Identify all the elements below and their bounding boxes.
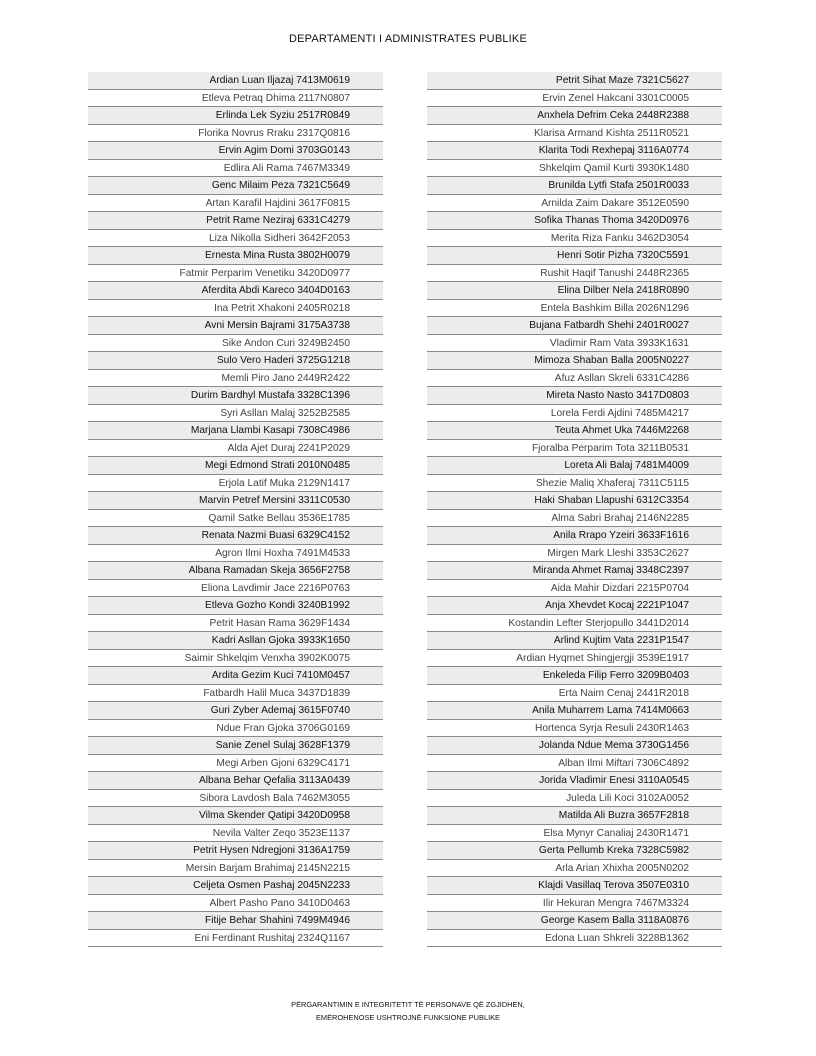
list-item: Brunilda Lytfi Stafa 2501R0033 [427, 177, 722, 195]
list-item: Rushit Haqif Tanushi 2448R2365 [427, 265, 722, 283]
list-item: Aida Mahir Dizdari 2215P0704 [427, 580, 722, 598]
list-item: Juleda Lili Koci 3102A0052 [427, 790, 722, 808]
list-item: Lorela Ferdi Ajdini 7485M4217 [427, 405, 722, 423]
list-item: Ardita Gezim Kuci 7410M0457 [88, 667, 383, 685]
list-item: Sike Andon Curi 3249B2450 [88, 335, 383, 353]
right-name-column [427, 72, 722, 947]
list-item: Guri Zyber Ademaj 3615F0740 [88, 702, 383, 720]
list-item: Agron Ilmi Hoxha 7491M4533 [88, 545, 383, 563]
list-item: Ernesta Mina Rusta 3802H0079 [88, 247, 383, 265]
list-item: Petrit Hysen Ndregjoni 3136A1759 [88, 842, 383, 860]
list-item: Sanie Zenel Sulaj 3628F1379 [88, 737, 383, 755]
list-item: Fatbardh Halil Muca 3437D1839 [88, 685, 383, 703]
list-item: Shkelqim Qamil Kurti 3930K1480 [427, 160, 722, 178]
list-item: Genc Milaim Peza 7321C5649 [88, 177, 383, 195]
list-item: Arnilda Zaim Dakare 3512E0590 [427, 195, 722, 213]
list-item: Megi Arben Gjoni 6329C4171 [88, 755, 383, 773]
list-item: Albert Pasho Pano 3410D0463 [88, 895, 383, 913]
list-item: Anila Rrapo Yzeiri 3633F1616 [427, 527, 722, 545]
list-item: Nevila Valter Zeqo 3523E1137 [88, 825, 383, 843]
list-item: Sibora Lavdosh Bala 7462M3055 [88, 790, 383, 808]
list-item: Etleva Gozho Kondi 3240B1992 [88, 597, 383, 615]
list-item: Ardian Hyqmet Shingjergji 3539E1917 [427, 650, 722, 668]
list-item: Celjeta Osmen Pashaj 2045N2233 [88, 877, 383, 895]
list-item: Matilda Ali Buzra 3657F2818 [427, 807, 722, 825]
list-item: Mireta Nasto Nasto 3417D0803 [427, 387, 722, 405]
list-item: Marjana Llambi Kasapi 7308C4986 [88, 422, 383, 440]
footer-line-2: EMËROHENOSE USHTROJNË FUNKSIONE PUBLIKE [316, 1013, 500, 1022]
list-item: Saimir Shkelqim Venxha 3902K0075 [88, 650, 383, 668]
list-item: Mimoza Shaban Balla 2005N0227 [427, 352, 722, 370]
list-item: Edlira Ali Rama 7467M3349 [88, 160, 383, 178]
footer-line-1: PËRGARANTIMIN E INTEGRITETIT TË PERSONAVE QË ZGJIDHEN, [291, 1000, 525, 1009]
list-item: Mersin Barjam Brahimaj 2145N2215 [88, 860, 383, 878]
list-item: Klarisa Armand Kishta 2511R0521 [427, 125, 722, 143]
list-item: Ndue Fran Gjoka 3706G0169 [88, 720, 383, 738]
list-item: Elina Dilber Nela 2418R0890 [427, 282, 722, 300]
list-item: Sulo Vero Haderi 3725G1218 [88, 352, 383, 370]
list-item: Bujana Fatbardh Shehi 2401R0027 [427, 317, 722, 335]
list-item: Enkeleda Filip Ferro 3209B0403 [427, 667, 722, 685]
list-item: Vilma Skender Qatipi 3420D0958 [88, 807, 383, 825]
list-item: Megi Edmond Strati 2010N0485 [88, 457, 383, 475]
list-item: Shezie Maliq Xhaferaj 7311C5115 [427, 475, 722, 493]
document-footer [0, 998, 816, 1024]
list-item: Ervin Zenel Hakcani 3301C0005 [427, 90, 722, 108]
list-item: Loreta Ali Balaj 7481M4009 [427, 457, 722, 475]
list-item: Anja Xhevdet Kocaj 2221P1047 [427, 597, 722, 615]
list-item: Mirgen Mark Lleshi 3353C2627 [427, 545, 722, 563]
list-item: Durim Bardhyl Mustafa 3328C1396 [88, 387, 383, 405]
list-item: Alda Ajet Duraj 2241P2029 [88, 440, 383, 458]
list-item: Kadri Asllan Gjoka 3933K1650 [88, 632, 383, 650]
list-item: Fjoralba Perparim Tota 3211B0531 [427, 440, 722, 458]
list-item: Ilir Hekuran Mengra 7467M3324 [427, 895, 722, 913]
list-item: Henri Sotir Pizha 7320C5591 [427, 247, 722, 265]
list-item: Fitije Behar Shahini 7499M4946 [88, 912, 383, 930]
list-item: Anxhela Defrim Ceka 2448R2388 [427, 107, 722, 125]
list-item: Petrit Rame Neziraj 6331C4279 [88, 212, 383, 230]
list-item: Petrit Sihat Maze 7321C5627 [427, 72, 722, 90]
list-item: Edona Luan Shkreli 3228B1362 [427, 930, 722, 948]
list-item: Arla Arian Xhixha 2005N0202 [427, 860, 722, 878]
list-item: Albana Behar Qefalia 3113A0439 [88, 772, 383, 790]
list-item: Alban Ilmi Miftari 7306C4892 [427, 755, 722, 773]
list-item: Hortenca Syrja Resuli 2430R1463 [427, 720, 722, 738]
list-item: Ina Petrit Xhakoni 2405R0218 [88, 300, 383, 318]
list-item: Elsa Mynyr Canaliaj 2430R1471 [427, 825, 722, 843]
list-item: Jorida Vladimir Enesi 3110A0545 [427, 772, 722, 790]
list-item: Entela Bashkim Billa 2026N1296 [427, 300, 722, 318]
list-item: Florika Novrus Rraku 2317Q0816 [88, 125, 383, 143]
list-item: George Kasem Balla 3118A0876 [427, 912, 722, 930]
list-item: Albana Ramadan Skeja 3656F2758 [88, 562, 383, 580]
list-item: Merita Riza Fanku 3462D3054 [427, 230, 722, 248]
list-item: Etleva Petraq Dhima 2117N0807 [88, 90, 383, 108]
list-item: Qamil Satke Bellau 3536E1785 [88, 510, 383, 528]
list-item: Klarita Todi Rexhepaj 3116A0774 [427, 142, 722, 160]
list-item: Eliona Lavdimir Jace 2216P0763 [88, 580, 383, 598]
list-item: Haki Shaban Llapushi 6312C3354 [427, 492, 722, 510]
list-item: Petrit Hasan Rama 3629F1434 [88, 615, 383, 633]
list-item: Erta Naim Cenaj 2441R2018 [427, 685, 722, 703]
list-item: Sofika Thanas Thoma 3420D0976 [427, 212, 722, 230]
list-item: Liza Nikolla Sidheri 3642F2053 [88, 230, 383, 248]
list-item: Vladimir Ram Vata 3933K1631 [427, 335, 722, 353]
list-item: Fatmir Perparim Venetiku 3420D0977 [88, 265, 383, 283]
list-item: Gerta Pellumb Kreka 7328C5982 [427, 842, 722, 860]
list-item: Jolanda Ndue Mema 3730G1456 [427, 737, 722, 755]
list-item: Avni Mersin Bajrami 3175A3738 [88, 317, 383, 335]
document-title: DEPARTAMENTI I ADMINISTRATES PUBLIKE [288, 33, 528, 45]
list-item: Arlind Kujtim Vata 2231P1547 [427, 632, 722, 650]
list-item: Teuta Ahmet Uka 7446M2268 [427, 422, 722, 440]
list-item: Erlinda Lek Syziu 2517R0849 [88, 107, 383, 125]
list-item: Miranda Ahmet Ramaj 3348C2397 [427, 562, 722, 580]
list-item: Syri Asllan Malaj 3252B2585 [88, 405, 383, 423]
list-item: Aferdita Abdi Kareco 3404D0163 [88, 282, 383, 300]
list-item: Afuz Asllan Skreli 6331C4286 [427, 370, 722, 388]
list-item: Alma Sabri Brahaj 2146N2285 [427, 510, 722, 528]
list-item: Eni Ferdinant Rushitaj 2324Q1167 [88, 930, 383, 948]
list-item: Kostandin Lefter Sterjopullo 3441D2014 [427, 615, 722, 633]
list-item: Memli Piro Jano 2449R2422 [88, 370, 383, 388]
list-item: Anila Muharrem Lama 7414M0663 [427, 702, 722, 720]
list-item: Renata Nazmi Buasi 6329C4152 [88, 527, 383, 545]
list-item: Marvin Petref Mersini 3311C0530 [88, 492, 383, 510]
list-item: Erjola Latif Muka 2129N1417 [88, 475, 383, 493]
list-item: Ervin Agim Domi 3703G0143 [88, 142, 383, 160]
list-item: Artan Karafil Hajdini 3617F0815 [88, 195, 383, 213]
list-item: Klajdi Vasillaq Terova 3507E0310 [427, 877, 722, 895]
left-name-column [88, 72, 383, 947]
list-item: Ardian Luan Iljazaj 7413M0619 [88, 72, 383, 90]
